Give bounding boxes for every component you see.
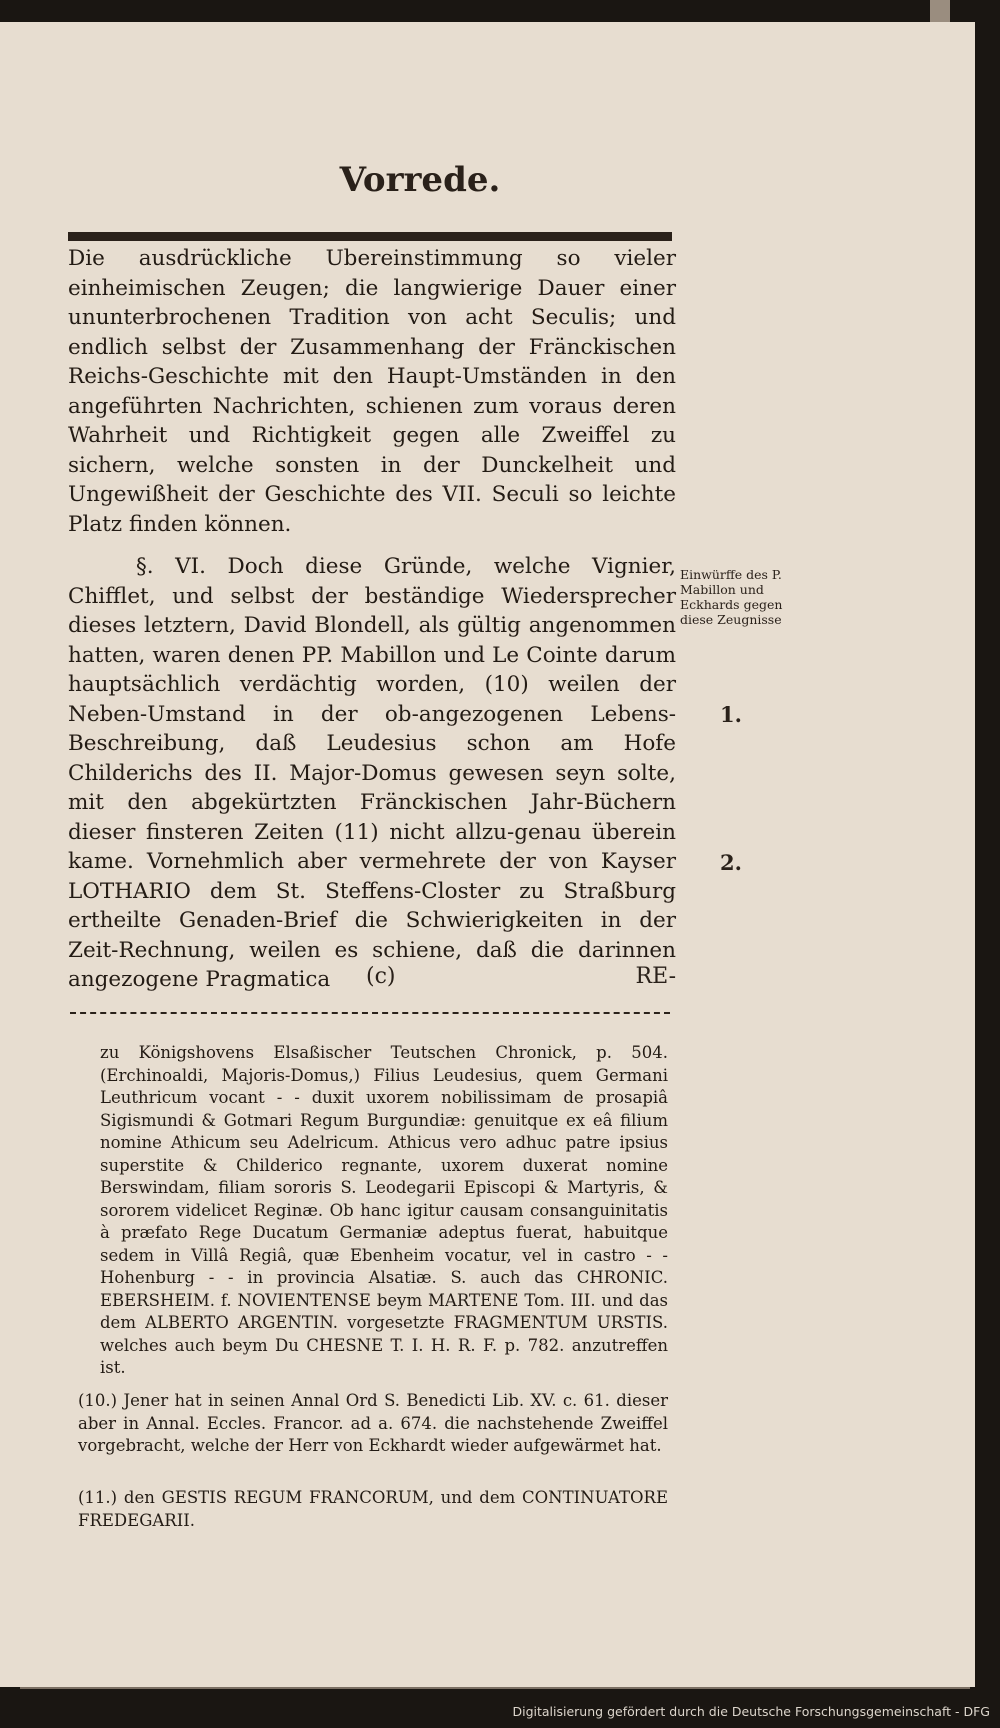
- signature-mark: (c): [366, 964, 396, 989]
- footnote-10: (10.) Jener hat in seinen Annal Ord S. Benedicti Lib. XV. c. 61. dieser aber in Annal. Eccles. Francor. ad a. 674. die nachstehende Zweiffel vorgebracht, welche der Herr von Eckhardt wieder aufgewärmet hat.: [78, 1391, 668, 1455]
- page-header: Vorrede.: [339, 160, 501, 200]
- header-rule: [68, 232, 672, 241]
- margin-number-1: 1.: [720, 702, 742, 727]
- digitization-credit: Digitalisierung gefördert durch die Deutsche Forschungsgemeinschaft - DFG: [512, 1704, 990, 1719]
- paragraph-2-text: §. VI. Doch diese Gründe, welche Vignier, Chifflet, und selbst der beständige Wiedersprecher dieses letztern, David Blondell, als gültig angenommen hatten, waren denen PP. Mabillon und Le Cointe darum hauptsächlich verdächtig worden, (10) weilen der Neben-Umstand in der ob-angezogenen Lebens-Beschreibung, daß Leudesius schon am Hofe Childerichs des II. Major-Domus gewesen seyn solte, mit den abgekürtzten Fränckischen Jahr-Büchern dieser finsteren Zeiten (11) nicht allzu-genau überein kame. Vornehmlich aber vermehrete der von Kayser LOTHARIO dem St. Steffens-Closter zu Straßburg ertheilte Genaden-Brief die Schwierigkeiten in der Zeit-Rechnung, weilen es schiene, daß die darinnen angezogene Pragmatica: [68, 554, 676, 992]
- book-page: [0, 22, 975, 1687]
- catchword: RE-: [635, 964, 676, 989]
- main-paragraph-1: [68, 244, 676, 539]
- paragraph-1-text: Die ausdrückliche Ubereinstimmung so vieler einheimischen Zeugen; die langwierige Dauer einer ununterbrochenen Tradition von acht Seculis; und endlich selbst der Zusammenhang der Fränckischen Reichs-Geschichte mit den Haupt-Umständen in den angeführten Nachrichten, schienen zum voraus deren Wahrheit und Richtigkeit gegen alle Zweiffel zu sichern, welche sonsten in der Dunckelheit und Ungewißheit der Geschichte des VII. Seculi so leichte Platz finden können.: [68, 246, 676, 537]
- margin-note: Einwürffe des P. Mabillon und Eckhards gegen diese Zeugnisse: [680, 567, 783, 627]
- footnote-11: (11.) den GESTIS REGUM FRANCORUM, und dem CONTINUATORE FREDEGARII.: [78, 1488, 668, 1530]
- footnote-rule: [70, 1012, 670, 1017]
- margin-number-2: 2.: [720, 850, 742, 875]
- main-paragraph-2: [68, 552, 676, 995]
- footnote-continued: zu Königshovens Elsaßischer Teutschen Chronick, p. 504. (Erchinoaldi, Majoris-Domus,) Filius Leudesius, quem Germani Leuthricum vocant - - duxit uxorem nobilissimam de prosapiâ Sigismundi & Gotmari Regum Burgundiæ: genuitque ex eâ filium nomine Athicum seu Adelricum. Athicus vero adhuc patre ipsius superstite & Childerico regnante, uxorem duxerat nomine Berswindam, filiam sororis S. Leodegarii Episcopi & Martyris, & sororem videlicet Reginæ. Ob hanc igitur causam consanguinitatis à præfato Rege Ducatum Germaniæ adeptus fuerat, habuitque sedem in Villâ Regiâ, quæ Ebenheim vocatur, vel in castro - - Hohenburg - - in provincia Alsatiæ. S. auch das CHRONIC. EBERSHEIM. f. NOVIENTENSE beym MARTENE Tom. III. und das dem ALBERTO ARGENTIN. vorgesetzte FRAGMENTUM URSTIS. welches auch beym Du CHESNE T. I. H. R. F. p. 782. anzutreffen ist.: [100, 1043, 668, 1377]
- page-stack-top: [930, 0, 950, 24]
- signature-line: [68, 964, 676, 994]
